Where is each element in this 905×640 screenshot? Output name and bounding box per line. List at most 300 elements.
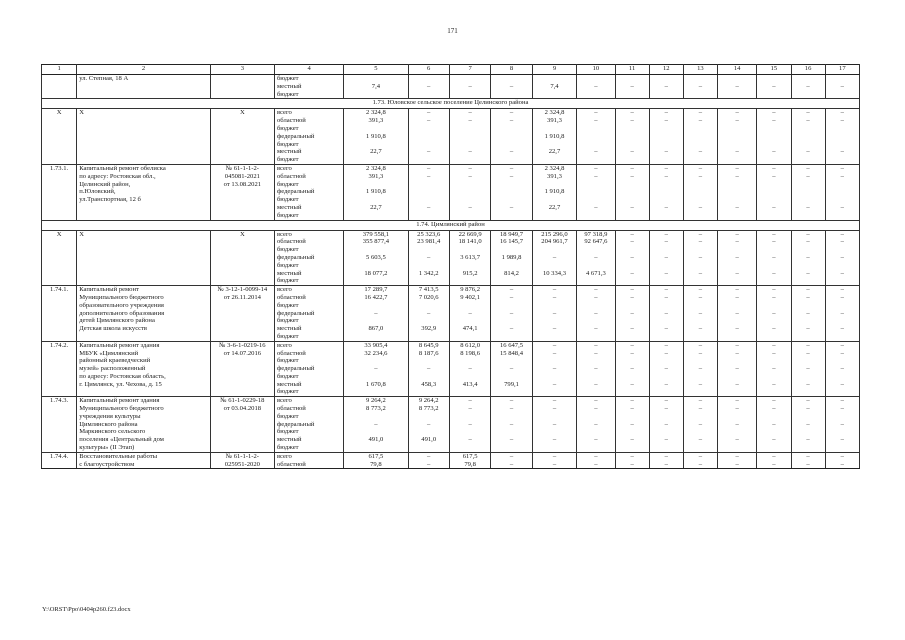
value-cell: – (408, 148, 449, 156)
value-cell: – (825, 381, 859, 389)
object-name-cell: Цимлянского района (77, 421, 211, 429)
value-cell: – (791, 173, 825, 181)
value-cell: – (649, 381, 683, 389)
value-cell (718, 277, 757, 285)
value-cell: – (825, 164, 859, 172)
value-cell: – (791, 325, 825, 333)
item-number-cell (42, 310, 77, 318)
object-name-cell (77, 125, 211, 133)
document-cell (210, 196, 274, 204)
section-row (42, 220, 860, 230)
value-cell: – (532, 421, 577, 429)
item-number-cell (42, 117, 77, 125)
object-name-cell (77, 83, 211, 91)
value-cell: – (449, 421, 490, 429)
value-cell (491, 156, 532, 164)
document-cell (210, 333, 274, 341)
value-cell (718, 388, 757, 396)
value-cell (791, 317, 825, 325)
value-cell (791, 333, 825, 341)
value-cell: – (649, 109, 683, 117)
value-cell (615, 188, 649, 196)
value-cell: – (491, 405, 532, 413)
value-cell (649, 246, 683, 254)
value-cell: – (615, 350, 649, 358)
value-cell: – (615, 204, 649, 212)
value-cell (532, 444, 577, 452)
value-cell: – (615, 238, 649, 246)
value-cell (825, 277, 859, 285)
value-cell: – (532, 405, 577, 413)
value-cell: – (577, 109, 615, 117)
value-cell (757, 262, 791, 270)
value-cell (532, 317, 577, 325)
value-cell (649, 373, 683, 381)
value-cell: – (532, 461, 577, 469)
document-cell (210, 75, 274, 83)
column-header: 8 (491, 65, 532, 75)
value-cell (449, 91, 490, 99)
value-cell: – (615, 341, 649, 349)
value-cell: 17 289,7 (344, 286, 408, 294)
value-cell (344, 91, 408, 99)
object-name-cell: по адресу: Ростовская обл., (77, 173, 211, 181)
value-cell (718, 302, 757, 310)
table-row (42, 188, 860, 196)
budget-type-cell: всего (274, 452, 343, 460)
value-cell (344, 246, 408, 254)
value-cell (344, 277, 408, 285)
value-cell (491, 373, 532, 381)
value-cell (683, 181, 717, 189)
value-cell: – (449, 436, 490, 444)
value-cell (615, 444, 649, 452)
value-cell: 8 773,2 (408, 405, 449, 413)
value-cell: – (791, 436, 825, 444)
value-cell (649, 262, 683, 270)
value-cell: – (718, 230, 757, 238)
value-cell: – (649, 421, 683, 429)
item-number-cell: Х (42, 109, 77, 117)
value-cell (532, 413, 577, 421)
document-cell: от 13.08.2021 (210, 181, 274, 189)
table-row (42, 262, 860, 270)
table-row (42, 421, 860, 429)
value-cell (532, 302, 577, 310)
value-cell (408, 317, 449, 325)
section-row (42, 99, 860, 109)
table-row (42, 413, 860, 421)
value-cell: – (791, 204, 825, 212)
table-row (42, 181, 860, 189)
value-cell (791, 188, 825, 196)
budget-type-cell: бюджет (274, 156, 343, 164)
object-name-cell: Капитальный ремонт здания (77, 397, 211, 405)
value-cell (825, 181, 859, 189)
budget-type-cell: областной (274, 173, 343, 181)
object-name-cell: Х (77, 109, 211, 117)
value-cell: – (615, 461, 649, 469)
value-cell: – (577, 310, 615, 318)
value-cell (649, 125, 683, 133)
value-cell: – (577, 148, 615, 156)
item-number-cell (42, 373, 77, 381)
value-cell: – (757, 461, 791, 469)
value-cell (532, 91, 577, 99)
value-cell (491, 91, 532, 99)
value-cell: – (615, 452, 649, 460)
value-cell: 204 961,7 (532, 238, 577, 246)
object-name-cell (77, 204, 211, 212)
value-cell: 16 422,7 (344, 294, 408, 302)
value-cell (532, 181, 577, 189)
object-name-cell (77, 156, 211, 164)
object-name-cell: п.Юловский, (77, 188, 211, 196)
value-cell: – (408, 109, 449, 117)
value-cell: – (825, 405, 859, 413)
value-cell (683, 212, 717, 220)
value-cell: – (615, 83, 649, 91)
object-name-cell: по адресу: Ростовская область, (77, 373, 211, 381)
budget-type-cell: бюджет (274, 333, 343, 341)
value-cell: – (577, 405, 615, 413)
column-header: 13 (683, 65, 717, 75)
value-cell (683, 133, 717, 141)
value-cell (683, 388, 717, 396)
table-row (42, 277, 860, 285)
value-cell: – (683, 452, 717, 460)
column-header: 11 (615, 65, 649, 75)
value-cell (449, 373, 490, 381)
value-cell (449, 357, 490, 365)
value-cell: – (825, 461, 859, 469)
value-cell (649, 357, 683, 365)
document-cell (210, 204, 274, 212)
value-cell: – (615, 173, 649, 181)
budget-type-cell: всего (274, 109, 343, 117)
budget-type-cell: бюджет (274, 212, 343, 220)
value-cell (649, 212, 683, 220)
value-cell: – (449, 397, 490, 405)
value-cell: – (649, 310, 683, 318)
value-cell: – (577, 83, 615, 91)
value-cell: – (577, 436, 615, 444)
object-name-cell: учреждения культуры (77, 413, 211, 421)
budget-type-cell: областной (274, 238, 343, 246)
value-cell (615, 156, 649, 164)
value-cell (791, 141, 825, 149)
object-name-cell (77, 246, 211, 254)
value-cell: 1 989,8 (491, 254, 532, 262)
value-cell (825, 373, 859, 381)
object-name-cell: Капитальный ремонт (77, 286, 211, 294)
value-cell (344, 302, 408, 310)
value-cell (757, 444, 791, 452)
value-cell: – (718, 117, 757, 125)
value-cell (577, 156, 615, 164)
table-row (42, 212, 860, 220)
value-cell: – (649, 117, 683, 125)
column-header: 9 (532, 65, 577, 75)
value-cell: – (649, 286, 683, 294)
column-header: 14 (718, 65, 757, 75)
value-cell: – (408, 365, 449, 373)
value-cell (577, 302, 615, 310)
value-cell (683, 156, 717, 164)
value-cell: 33 905,4 (344, 341, 408, 349)
table-row (42, 444, 860, 452)
value-cell: 355 877,4 (344, 238, 408, 246)
value-cell: – (532, 310, 577, 318)
value-cell (791, 262, 825, 270)
value-cell: – (757, 164, 791, 172)
item-number-cell (42, 444, 77, 452)
table-row (42, 133, 860, 141)
item-number-cell (42, 254, 77, 262)
value-cell: – (718, 452, 757, 460)
value-cell: – (791, 294, 825, 302)
value-cell (825, 302, 859, 310)
value-cell: – (649, 83, 683, 91)
value-cell (718, 444, 757, 452)
value-cell (649, 333, 683, 341)
value-cell (408, 333, 449, 341)
table-row (42, 109, 860, 117)
value-cell: – (615, 148, 649, 156)
value-cell (649, 388, 683, 396)
value-cell: – (718, 405, 757, 413)
value-cell (577, 444, 615, 452)
budget-type-cell: федеральный (274, 421, 343, 429)
item-number-cell (42, 428, 77, 436)
value-cell (791, 357, 825, 365)
value-cell (791, 156, 825, 164)
value-cell: – (757, 310, 791, 318)
value-cell: – (683, 325, 717, 333)
column-header: 15 (757, 65, 791, 75)
value-cell: – (825, 365, 859, 373)
value-cell (491, 196, 532, 204)
document-cell: 045081-2021 (210, 173, 274, 181)
value-cell (791, 413, 825, 421)
value-cell: – (649, 397, 683, 405)
item-number-cell (42, 436, 77, 444)
value-cell (718, 212, 757, 220)
budget-type-cell: бюджет (274, 181, 343, 189)
value-cell (577, 212, 615, 220)
value-cell (649, 75, 683, 83)
value-cell (577, 428, 615, 436)
value-cell (408, 302, 449, 310)
value-cell (615, 133, 649, 141)
table-row (42, 173, 860, 181)
value-cell: 7,4 (532, 83, 577, 91)
column-header: 4 (274, 65, 343, 75)
value-cell: 16 647,5 (491, 341, 532, 349)
object-name-cell (77, 117, 211, 125)
value-cell: – (532, 365, 577, 373)
value-cell: – (344, 365, 408, 373)
value-cell: 1 910,8 (344, 188, 408, 196)
document-cell: 025951-2020 (210, 461, 274, 469)
budget-type-cell: всего (274, 164, 343, 172)
value-cell: – (825, 204, 859, 212)
table-row (42, 350, 860, 358)
budget-type-cell: бюджет (274, 444, 343, 452)
value-cell: – (532, 397, 577, 405)
value-cell: – (615, 310, 649, 318)
value-cell (683, 125, 717, 133)
object-name-cell (77, 277, 211, 285)
value-cell: 9 402,1 (449, 294, 490, 302)
value-cell: 413,4 (449, 381, 490, 389)
value-cell: 814,2 (491, 270, 532, 278)
value-cell (577, 188, 615, 196)
value-cell (449, 413, 490, 421)
table-row (42, 436, 860, 444)
value-cell: 379 558,1 (344, 230, 408, 238)
value-cell (491, 133, 532, 141)
document-cell (210, 381, 274, 389)
value-cell (449, 125, 490, 133)
value-cell: 4 671,3 (577, 270, 615, 278)
value-cell (408, 373, 449, 381)
document-cell: от 26.11.2014 (210, 294, 274, 302)
budget-type-cell: областной (274, 350, 343, 358)
value-cell: 8 773,2 (344, 405, 408, 413)
item-number-cell (42, 188, 77, 196)
item-number-cell: Х (42, 230, 77, 238)
value-cell: 391,3 (344, 117, 408, 125)
value-cell: – (791, 109, 825, 117)
document-cell (210, 238, 274, 246)
value-cell (449, 133, 490, 141)
value-cell: – (577, 397, 615, 405)
value-cell (791, 373, 825, 381)
value-cell (344, 181, 408, 189)
value-cell (649, 133, 683, 141)
value-cell (615, 181, 649, 189)
value-cell (757, 181, 791, 189)
value-cell: – (408, 204, 449, 212)
value-cell (791, 75, 825, 83)
item-number-cell (42, 141, 77, 149)
value-cell (491, 317, 532, 325)
item-number-cell (42, 325, 77, 333)
value-cell (757, 277, 791, 285)
object-name-cell: Капитальный ремонт обелиска (77, 164, 211, 172)
value-cell (615, 75, 649, 83)
value-cell: 8 612,0 (449, 341, 490, 349)
value-cell: – (791, 286, 825, 294)
budget-type-cell: бюджет (274, 196, 343, 204)
value-cell (491, 262, 532, 270)
value-cell (683, 277, 717, 285)
value-cell: – (344, 310, 408, 318)
value-cell: 7,4 (344, 83, 408, 91)
value-cell (532, 333, 577, 341)
value-cell (757, 212, 791, 220)
value-cell: 22,7 (344, 204, 408, 212)
budget-type-cell: бюджет (274, 388, 343, 396)
value-cell: – (491, 148, 532, 156)
value-cell (344, 212, 408, 220)
value-cell (825, 262, 859, 270)
value-cell (532, 277, 577, 285)
value-cell: – (718, 350, 757, 358)
value-cell (791, 277, 825, 285)
table-row (42, 230, 860, 238)
value-cell: – (757, 421, 791, 429)
value-cell: – (408, 310, 449, 318)
value-cell: 474,1 (449, 325, 490, 333)
value-cell: – (825, 270, 859, 278)
value-cell: – (791, 238, 825, 246)
budget-type-cell: бюджет (274, 357, 343, 365)
document-cell: от 03.04.2018 (210, 405, 274, 413)
budget-type-cell: всего (274, 286, 343, 294)
value-cell: – (532, 325, 577, 333)
object-name-cell: г. Цимлянск, ул. Чехова, д. 15 (77, 381, 211, 389)
value-cell (577, 262, 615, 270)
value-cell: – (491, 421, 532, 429)
item-number-cell: 1.74.1. (42, 286, 77, 294)
value-cell (757, 246, 791, 254)
value-cell: – (649, 325, 683, 333)
value-cell (577, 333, 615, 341)
value-cell (683, 444, 717, 452)
value-cell (344, 156, 408, 164)
value-cell (577, 413, 615, 421)
value-cell: – (718, 397, 757, 405)
value-cell: – (649, 230, 683, 238)
value-cell: – (718, 148, 757, 156)
item-number-cell (42, 381, 77, 389)
budget-type-cell: всего (274, 341, 343, 349)
value-cell: – (577, 117, 615, 125)
value-cell: – (491, 461, 532, 469)
object-name-cell: детей Цимлянского района (77, 317, 211, 325)
value-cell: – (615, 294, 649, 302)
value-cell: – (577, 421, 615, 429)
column-header: 6 (408, 65, 449, 75)
value-cell (344, 75, 408, 83)
value-cell: 1 670,8 (344, 381, 408, 389)
value-cell: – (577, 461, 615, 469)
value-cell (825, 156, 859, 164)
column-header: 5 (344, 65, 408, 75)
document-cell (210, 125, 274, 133)
value-cell (532, 141, 577, 149)
value-cell (718, 333, 757, 341)
value-cell: – (718, 325, 757, 333)
value-cell (718, 413, 757, 421)
value-cell: – (683, 350, 717, 358)
value-cell (649, 188, 683, 196)
value-cell (718, 133, 757, 141)
value-cell (491, 125, 532, 133)
value-cell (491, 333, 532, 341)
value-cell (825, 196, 859, 204)
value-cell (791, 444, 825, 452)
value-cell (718, 196, 757, 204)
value-cell (757, 302, 791, 310)
object-name-cell: ул. Степная, 18 А (77, 75, 211, 83)
value-cell: – (791, 341, 825, 349)
document-cell (210, 317, 274, 325)
value-cell (491, 444, 532, 452)
value-cell: – (683, 310, 717, 318)
